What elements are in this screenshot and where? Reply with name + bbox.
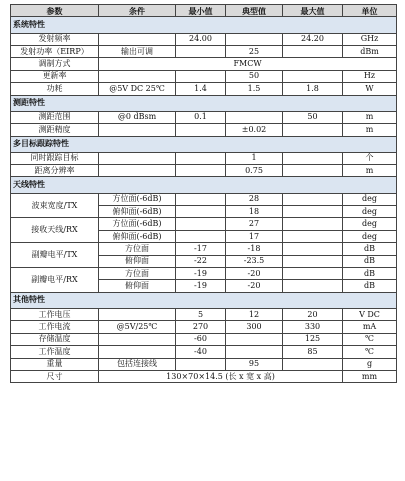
max-cell: 24.20 bbox=[283, 33, 343, 45]
unit-cell: g bbox=[343, 358, 397, 370]
max-cell: 20 bbox=[283, 308, 343, 320]
min-cell bbox=[176, 124, 226, 136]
max-cell bbox=[283, 206, 343, 218]
unit-cell: ℃ bbox=[343, 333, 397, 345]
min-cell: 5 bbox=[176, 308, 226, 320]
unit-cell: dB bbox=[343, 280, 397, 292]
header-typ: 典型值 bbox=[226, 5, 283, 17]
typ-cell: 17 bbox=[226, 230, 283, 242]
max-cell bbox=[283, 152, 343, 164]
table-row bbox=[11, 124, 397, 136]
section-title: 天线特性 bbox=[11, 177, 397, 193]
table-row bbox=[11, 193, 397, 205]
param-name: 距离分辨率 bbox=[11, 165, 99, 177]
min-cell bbox=[176, 45, 226, 57]
header-condition: 条件 bbox=[99, 5, 176, 17]
param-name: 接收天线/RX bbox=[11, 218, 99, 243]
section-title: 系统特性 bbox=[11, 17, 397, 33]
max-cell: 125 bbox=[283, 333, 343, 345]
typ-cell: 1 bbox=[226, 152, 283, 164]
min-cell: 24.00 bbox=[176, 33, 226, 45]
typ-cell: 28 bbox=[226, 193, 283, 205]
max-cell: 330 bbox=[283, 321, 343, 333]
typ-cell: -18 bbox=[226, 243, 283, 255]
section-ranging bbox=[11, 95, 397, 111]
merged-value-cell: 130×70×14.5 (长 x 宽 x 高) bbox=[99, 370, 343, 382]
typ-cell: 1.5 bbox=[226, 83, 283, 95]
param-name: 调制方式 bbox=[11, 58, 99, 70]
param-name: 副瓣电平/RX bbox=[11, 268, 99, 293]
table-row bbox=[11, 243, 397, 255]
spec-table bbox=[10, 4, 397, 383]
typ-cell bbox=[226, 33, 283, 45]
typ-cell: 95 bbox=[226, 358, 283, 370]
param-name: 测距范围 bbox=[11, 111, 99, 123]
param-name: 波束宽度/TX bbox=[11, 193, 99, 218]
typ-cell: 25 bbox=[226, 45, 283, 57]
max-cell: 50 bbox=[283, 111, 343, 123]
header-min: 最小值 bbox=[176, 5, 226, 17]
max-cell bbox=[283, 165, 343, 177]
param-name: 重量 bbox=[11, 358, 99, 370]
min-cell bbox=[176, 218, 226, 230]
unit-cell: GHz bbox=[343, 33, 397, 45]
max-cell bbox=[283, 230, 343, 242]
typ-cell: ±0.02 bbox=[226, 124, 283, 136]
unit-cell: m bbox=[343, 165, 397, 177]
unit-cell: W bbox=[343, 83, 397, 95]
table-row bbox=[11, 83, 397, 95]
condition-cell: 俯仰面(-6dB) bbox=[99, 230, 176, 242]
section-title: 其他特性 bbox=[11, 292, 397, 308]
max-cell bbox=[283, 358, 343, 370]
min-cell bbox=[176, 206, 226, 218]
header-max: 最大值 bbox=[283, 5, 343, 17]
unit-cell: m bbox=[343, 111, 397, 123]
unit-cell: mA bbox=[343, 321, 397, 333]
min-cell: -19 bbox=[176, 268, 226, 280]
min-cell bbox=[176, 193, 226, 205]
typ-cell: 27 bbox=[226, 218, 283, 230]
typ-cell: -20 bbox=[226, 268, 283, 280]
condition-cell bbox=[99, 308, 176, 320]
condition-cell: 俯仰面 bbox=[99, 255, 176, 267]
condition-cell bbox=[99, 152, 176, 164]
unit-cell: dB bbox=[343, 255, 397, 267]
condition-cell: 方位面 bbox=[99, 268, 176, 280]
max-cell bbox=[283, 45, 343, 57]
typ-cell: 12 bbox=[226, 308, 283, 320]
condition-cell: @5V DC 25℃ bbox=[99, 83, 176, 95]
typ-cell: -20 bbox=[226, 280, 283, 292]
unit-cell: V DC bbox=[343, 308, 397, 320]
condition-cell bbox=[99, 333, 176, 345]
param-name: 存储温度 bbox=[11, 333, 99, 345]
max-cell bbox=[283, 124, 343, 136]
min-cell bbox=[176, 230, 226, 242]
condition-cell: 包括连接线 bbox=[99, 358, 176, 370]
section-system bbox=[11, 17, 397, 33]
max-cell: 85 bbox=[283, 346, 343, 358]
max-cell bbox=[283, 218, 343, 230]
typ-cell: 0.75 bbox=[226, 165, 283, 177]
table-row bbox=[11, 111, 397, 123]
unit-cell: 个 bbox=[343, 152, 397, 164]
max-cell bbox=[283, 193, 343, 205]
min-cell: -19 bbox=[176, 280, 226, 292]
header-param: 参数 bbox=[11, 5, 99, 17]
param-name: 工作温度 bbox=[11, 346, 99, 358]
param-name: 功耗 bbox=[11, 83, 99, 95]
unit-cell: deg bbox=[343, 206, 397, 218]
min-cell: 270 bbox=[176, 321, 226, 333]
param-name: 同时跟踪目标 bbox=[11, 152, 99, 164]
table-row bbox=[11, 165, 397, 177]
unit-cell: Hz bbox=[343, 70, 397, 82]
param-name: 发射频率 bbox=[11, 33, 99, 45]
unit-cell: mm bbox=[343, 370, 397, 382]
min-cell bbox=[176, 165, 226, 177]
max-cell bbox=[283, 255, 343, 267]
unit-cell: ℃ bbox=[343, 346, 397, 358]
table-row bbox=[11, 152, 397, 164]
typ-cell: -23.5 bbox=[226, 255, 283, 267]
max-cell bbox=[283, 70, 343, 82]
section-other bbox=[11, 292, 397, 308]
unit-cell: dB bbox=[343, 243, 397, 255]
param-name: 发射功率（EIRP） bbox=[11, 45, 99, 57]
section-title: 测距特性 bbox=[11, 95, 397, 111]
unit-cell: deg bbox=[343, 218, 397, 230]
condition-cell: 方位面 bbox=[99, 243, 176, 255]
param-name: 测距精度 bbox=[11, 124, 99, 136]
unit-cell: deg bbox=[343, 193, 397, 205]
header-unit: 单位 bbox=[343, 5, 397, 17]
unit-cell: m bbox=[343, 124, 397, 136]
table-row bbox=[11, 218, 397, 230]
condition-cell: @0 dBsm bbox=[99, 111, 176, 123]
merged-value-cell: FMCW bbox=[99, 58, 397, 70]
typ-cell bbox=[226, 333, 283, 345]
typ-cell bbox=[226, 111, 283, 123]
condition-cell bbox=[99, 346, 176, 358]
min-cell bbox=[176, 152, 226, 164]
max-cell: 1.8 bbox=[283, 83, 343, 95]
typ-cell: 18 bbox=[226, 206, 283, 218]
table-row bbox=[11, 268, 397, 280]
table-row bbox=[11, 370, 397, 382]
condition-cell: 输出可调 bbox=[99, 45, 176, 57]
header-row bbox=[11, 5, 397, 17]
unit-cell: deg bbox=[343, 230, 397, 242]
table-row bbox=[11, 33, 397, 45]
min-cell: -40 bbox=[176, 346, 226, 358]
typ-cell: 300 bbox=[226, 321, 283, 333]
min-cell: 0.1 bbox=[176, 111, 226, 123]
condition-cell bbox=[99, 124, 176, 136]
condition-cell bbox=[99, 70, 176, 82]
condition-cell: 俯仰面 bbox=[99, 280, 176, 292]
condition-cell bbox=[99, 165, 176, 177]
param-name: 工作电压 bbox=[11, 308, 99, 320]
unit-cell: dBm bbox=[343, 45, 397, 57]
condition-cell: 俯仰面(-6dB) bbox=[99, 206, 176, 218]
min-cell bbox=[176, 70, 226, 82]
typ-cell bbox=[226, 346, 283, 358]
table-row bbox=[11, 321, 397, 333]
table-row bbox=[11, 333, 397, 345]
condition-cell: 方位面(-6dB) bbox=[99, 193, 176, 205]
condition-cell: 方位面(-6dB) bbox=[99, 218, 176, 230]
condition-cell: @5V/25℃ bbox=[99, 321, 176, 333]
param-name: 尺寸 bbox=[11, 370, 99, 382]
table-row bbox=[11, 358, 397, 370]
condition-cell bbox=[99, 33, 176, 45]
table-row bbox=[11, 45, 397, 57]
unit-cell: dB bbox=[343, 268, 397, 280]
min-cell: -17 bbox=[176, 243, 226, 255]
section-antenna bbox=[11, 177, 397, 193]
param-name: 副瓣电平/TX bbox=[11, 243, 99, 268]
param-name: 更新率 bbox=[11, 70, 99, 82]
typ-cell: 50 bbox=[226, 70, 283, 82]
table-row bbox=[11, 346, 397, 358]
table-row bbox=[11, 308, 397, 320]
min-cell: -22 bbox=[176, 255, 226, 267]
max-cell bbox=[283, 268, 343, 280]
min-cell: -60 bbox=[176, 333, 226, 345]
max-cell bbox=[283, 280, 343, 292]
section-multitarget bbox=[11, 136, 397, 152]
min-cell bbox=[176, 358, 226, 370]
param-name: 工作电流 bbox=[11, 321, 99, 333]
section-title: 多目标跟踪特性 bbox=[11, 136, 397, 152]
max-cell bbox=[283, 243, 343, 255]
min-cell: 1.4 bbox=[176, 83, 226, 95]
table-row bbox=[11, 70, 397, 82]
table-row bbox=[11, 58, 397, 70]
